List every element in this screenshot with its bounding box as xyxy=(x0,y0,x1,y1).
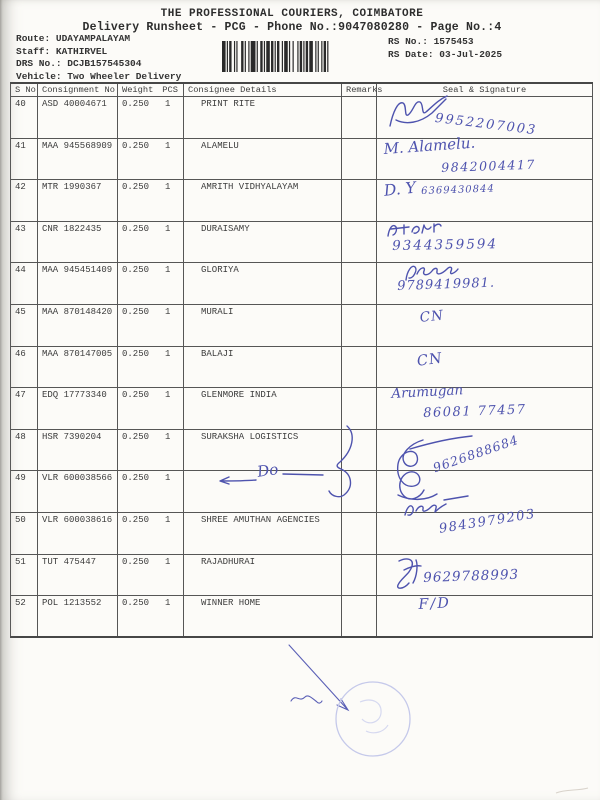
col-header-seal-signature: Seal & Signature xyxy=(377,83,593,97)
runsheet-table xyxy=(10,82,593,638)
handwriting-name-row42: D. Y xyxy=(383,178,417,200)
cell-seal-signature xyxy=(377,554,593,596)
col-header-consignment-no: Consignment No xyxy=(38,83,118,97)
cell-weight-pcs xyxy=(118,512,184,554)
cell-weight-pcs xyxy=(118,138,184,180)
cell-remarks xyxy=(342,429,377,471)
cell-pcs: 1 xyxy=(165,182,171,193)
cell-weight: 0.250 xyxy=(122,140,150,151)
cell-remarks xyxy=(342,221,377,263)
cell-seal-signature xyxy=(377,138,593,180)
cell-pcs: 1 xyxy=(165,223,171,234)
barcode-bar xyxy=(222,41,226,72)
cell-remarks xyxy=(342,512,377,554)
scan-smudge xyxy=(556,788,588,793)
cell-consignment-no: CNR 1822435 xyxy=(38,221,118,263)
cell-consignee: SURAKSHA LOGISTICS xyxy=(184,429,342,471)
cell-seal-signature xyxy=(377,97,593,139)
staff-line: Staff: KATHIRVEL xyxy=(16,45,108,57)
cell-weight-pcs xyxy=(118,429,184,471)
cell-consignee: RAJADHURAI xyxy=(184,554,342,596)
barcode-bar xyxy=(327,41,328,72)
cell-pcs: 1 xyxy=(165,431,171,442)
cell-seal-signature xyxy=(377,263,593,305)
handwriting-note-row49: Do xyxy=(256,460,280,481)
info-block-right xyxy=(388,36,502,62)
cell-seal-signature xyxy=(377,471,593,513)
barcode-bar xyxy=(300,41,302,72)
cell-weight-pcs xyxy=(118,263,184,305)
barcode-bar xyxy=(284,41,288,72)
handwriting-phone-row40: 9952207003 xyxy=(434,111,538,139)
table-row xyxy=(11,221,593,263)
cell-consignment-no: ASD 40004671 xyxy=(38,97,118,139)
handwriting-phone-row41: 9842004417 xyxy=(441,156,536,175)
barcode-bar xyxy=(324,41,326,72)
cell-consignment-no: MTR 1990367 xyxy=(38,180,118,222)
cell-s-no: 48 xyxy=(11,429,38,471)
cell-weight-pcs xyxy=(118,180,184,222)
handwriting-note-row46: CN xyxy=(416,350,444,370)
barcode-bar xyxy=(277,41,279,72)
route-line: Route: UDAYAMPALAYAM xyxy=(16,33,131,44)
cell-seal-signature xyxy=(377,304,593,346)
table-row xyxy=(11,429,593,471)
barcode-bar xyxy=(260,41,262,72)
cell-weight: 0.250 xyxy=(122,473,150,484)
cell-consignee: DURAISAMY xyxy=(184,221,342,263)
cell-consignment-no: POL 1213552 xyxy=(38,596,118,638)
pen-squiggle xyxy=(291,696,322,703)
barcode-bar xyxy=(251,41,256,72)
cell-consignment-no: TUT 475447 xyxy=(38,554,118,596)
col-header-remarks: Remarks xyxy=(342,83,377,97)
cell-remarks xyxy=(342,596,377,638)
cell-remarks xyxy=(342,304,377,346)
barcode-bar xyxy=(248,41,249,72)
cell-pcs: 1 xyxy=(165,473,171,484)
barcode-bar xyxy=(271,41,273,72)
cell-weight: 0.250 xyxy=(122,556,150,567)
barcode-bar xyxy=(227,41,228,72)
cell-weight: 0.250 xyxy=(122,182,150,193)
vehicle-line: Vehicle: Two Wheeler Delivery xyxy=(16,70,182,82)
barcode-bar xyxy=(321,41,322,72)
barcode-bar xyxy=(289,41,290,72)
stamp-circle xyxy=(336,682,410,756)
cell-seal-signature xyxy=(377,429,593,471)
cell-consignee xyxy=(184,471,342,513)
barcode-bar xyxy=(306,41,308,72)
cell-weight: 0.250 xyxy=(122,265,150,276)
handwriting-phone-row44: 9789419981. xyxy=(397,275,496,294)
cell-s-no: 44 xyxy=(11,263,38,305)
barcode-bar xyxy=(234,41,235,72)
table-row xyxy=(11,346,593,388)
table-header-row xyxy=(11,83,593,97)
cell-consignment-no: EDQ 17773340 xyxy=(38,388,118,430)
cell-weight-pcs xyxy=(118,97,184,139)
table-row xyxy=(11,512,593,554)
handwriting-note-row52: F/D xyxy=(418,595,452,613)
table-row xyxy=(11,304,593,346)
handwriting-phone-row42: 6369430844 xyxy=(421,183,495,197)
info-block-left xyxy=(16,33,181,83)
cell-consignee: WINNER HOME xyxy=(184,596,342,638)
rs-date-line: RS Date: 03-Jul-2025 xyxy=(388,48,503,60)
cell-pcs: 1 xyxy=(165,306,171,317)
table-row xyxy=(11,263,593,305)
cell-weight: 0.250 xyxy=(122,431,150,442)
cell-pcs: 1 xyxy=(165,99,171,109)
cell-pcs: 1 xyxy=(165,140,171,151)
barcode-bar xyxy=(264,41,265,72)
cell-consignment-no: MAA 945568909 xyxy=(38,138,118,180)
cell-remarks xyxy=(342,138,377,180)
barcode-bar xyxy=(293,41,294,72)
cell-weight: 0.250 xyxy=(122,223,150,234)
cell-s-no: 42 xyxy=(11,180,38,222)
cell-pcs: 1 xyxy=(165,265,171,276)
table-row xyxy=(11,138,593,180)
cell-s-no: 40 xyxy=(11,97,38,139)
table-row xyxy=(11,388,593,430)
barcode-bar xyxy=(257,41,258,72)
table-row xyxy=(11,471,593,513)
stamp-arrow xyxy=(289,645,348,710)
cell-weight: 0.250 xyxy=(122,598,150,609)
cell-weight-pcs xyxy=(118,304,184,346)
page-title: THE PROFESSIONAL COURIERS, COIMBATORE xyxy=(160,8,424,20)
col-header-consignee: Consignee Details xyxy=(184,83,342,97)
cell-s-no: 41 xyxy=(11,138,38,180)
barcode-bar xyxy=(303,41,304,72)
cell-pcs: 1 xyxy=(165,556,171,567)
cell-remarks xyxy=(342,180,377,222)
barcode-bar xyxy=(309,41,313,72)
cell-pcs: 1 xyxy=(165,390,171,401)
cell-weight-pcs xyxy=(118,346,184,388)
barcode-bar xyxy=(266,41,270,72)
cell-seal-signature xyxy=(377,596,593,638)
cell-pcs: 1 xyxy=(165,348,171,359)
cell-seal-signature xyxy=(377,512,593,554)
cell-remarks xyxy=(342,388,377,430)
rs-no-line: RS No.: 1575453 xyxy=(388,36,474,47)
cell-s-no: 43 xyxy=(11,221,38,263)
cell-consignee: ALAMELU xyxy=(184,138,342,180)
cell-weight: 0.250 xyxy=(122,390,150,401)
cell-seal-signature xyxy=(377,346,593,388)
cell-consignment-no: MAA 870148420 xyxy=(38,304,118,346)
handwriting-phone-row51: 9629788993 xyxy=(423,566,520,586)
cell-consignee: PRINT RITE xyxy=(184,97,342,139)
cell-weight: 0.250 xyxy=(122,348,150,359)
handwriting-phone-row47: 86081 77457 xyxy=(423,402,527,421)
cell-consignment-no: MAA 870147005 xyxy=(38,346,118,388)
cell-s-no: 49 xyxy=(11,471,38,513)
drs-no-line: DRS No.: DCJB157545304 xyxy=(16,58,142,70)
cell-s-no: 45 xyxy=(11,304,38,346)
handwriting-phone-row49: 9626888684 xyxy=(431,431,521,476)
cell-seal-signature xyxy=(377,221,593,263)
col-header-s-no: S No xyxy=(11,83,38,97)
col-header-weight-pcs xyxy=(118,83,184,97)
col-header-pcs: PCS xyxy=(162,85,178,95)
cell-s-no: 47 xyxy=(11,388,38,430)
barcode-bar xyxy=(236,41,237,72)
barcode-bar xyxy=(275,41,276,72)
stamp-inner-mark xyxy=(360,700,388,733)
cell-pcs: 1 xyxy=(165,598,171,609)
cell-weight: 0.250 xyxy=(122,514,150,525)
cell-consignee: GLORIYA xyxy=(184,263,342,305)
cell-consignment-no: HSR 7390204 xyxy=(38,429,118,471)
cell-consignee: GLENMORE INDIA xyxy=(184,388,342,430)
handwriting-name-row47: Arumugan xyxy=(391,382,464,402)
cell-consignee: SHREE AMUTHAN AGENCIES xyxy=(184,512,342,554)
table-row xyxy=(11,596,593,638)
cell-seal-signature xyxy=(377,180,593,222)
cell-consignee: AMRITH VIDHYALAYAM xyxy=(184,180,342,222)
cell-remarks xyxy=(342,346,377,388)
barcode-bar xyxy=(282,41,283,72)
cell-s-no: 46 xyxy=(11,346,38,388)
cell-consignment-no: MAA 945451409 xyxy=(38,263,118,305)
cell-consignee: MURALI xyxy=(184,304,342,346)
barcode-bar xyxy=(245,41,246,72)
table-row xyxy=(11,180,593,222)
cell-weight-pcs xyxy=(118,471,184,513)
handwriting-name-row41: M. Alamelu. xyxy=(383,133,476,158)
cell-remarks xyxy=(342,471,377,513)
barcode-bar xyxy=(241,41,243,72)
cell-remarks xyxy=(342,263,377,305)
barcode-image xyxy=(222,41,332,72)
cell-pcs: 1 xyxy=(165,514,171,525)
table-row xyxy=(11,554,593,596)
cell-s-no: 51 xyxy=(11,554,38,596)
barcode-bar xyxy=(297,41,298,72)
cell-weight-pcs xyxy=(118,596,184,638)
handwriting-phone-row50: 9843979203 xyxy=(438,506,537,537)
cell-weight-pcs xyxy=(118,554,184,596)
cell-s-no: 52 xyxy=(11,596,38,638)
handwriting-phone-row43: 9344359594 xyxy=(392,236,499,254)
handwriting-note-row45: CN xyxy=(419,307,445,326)
barcode-bar xyxy=(315,41,316,72)
cell-weight-pcs xyxy=(118,388,184,430)
cell-weight: 0.250 xyxy=(122,306,150,317)
cell-remarks xyxy=(342,97,377,139)
cell-consignment-no: VLR 600038566 xyxy=(38,471,118,513)
barcode-bar xyxy=(318,41,319,72)
col-header-weight: Weight xyxy=(122,85,154,95)
cell-remarks xyxy=(342,554,377,596)
cell-seal-signature xyxy=(377,388,593,430)
cell-consignment-no: VLR 600038616 xyxy=(38,512,118,554)
page-subtitle: Delivery Runsheet - PCG - Phone No.:9047080280 - Page No.:4 xyxy=(82,21,502,34)
cell-weight: 0.250 xyxy=(122,99,150,109)
barcode-bar xyxy=(229,41,231,72)
cell-weight-pcs xyxy=(118,221,184,263)
cell-s-no: 50 xyxy=(11,512,38,554)
cell-consignee: BALAJI xyxy=(184,346,342,388)
table-row xyxy=(11,97,593,139)
